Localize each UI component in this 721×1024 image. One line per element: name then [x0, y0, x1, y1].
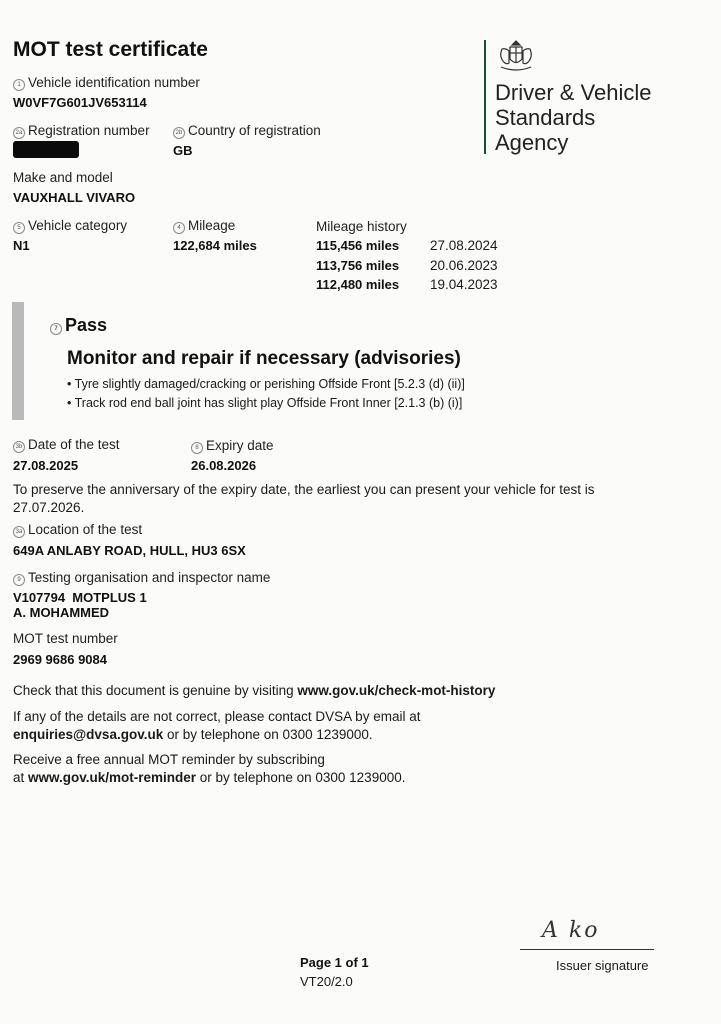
issuer-signature-scrawl: A ko: [542, 918, 600, 943]
contact-text-line2: enquiries@dvsa.gov.uk or by telephone on 0300 1239000.: [13, 727, 373, 742]
advisory-item: • Tyre slightly damaged/cracking or perishing Offside Front [5.2.3 (d) (ii)]: [67, 377, 465, 391]
mileage-label: 4 Mileage: [173, 218, 235, 234]
vin-value: W0VF7G601JV653114: [13, 95, 147, 110]
mileage-history-miles: 113,756 miles: [316, 258, 400, 273]
expiry-date-value: 26.08.2026: [191, 458, 257, 473]
mileage-value: 122,684 miles: [173, 238, 257, 253]
advisory-item: • Track rod end ball joint has slight play Offside Front Inner [2.1.3 (b) (i)]: [67, 396, 463, 410]
mileage-history-label: Mileage history: [316, 219, 407, 234]
test-date-label: 3b Date of the test: [13, 437, 120, 453]
field-number: 3a: [13, 526, 25, 538]
royal-coat-of-arms-icon: [495, 39, 537, 80]
mot-reminder-link[interactable]: www.gov.uk/mot-reminder: [28, 770, 197, 785]
vehicle-category-label: 5 Vehicle category: [13, 218, 127, 234]
mileage-history-miles: 115,456 miles: [316, 238, 400, 253]
field-number: 2a: [13, 127, 25, 139]
signature-line: [520, 949, 654, 950]
mileage-history-date: 27.08.2024: [430, 238, 498, 253]
location-value: 649A ANLABY ROAD, HULL, HU3 6SX: [13, 543, 246, 558]
vin-label: 1 Vehicle identification number: [13, 75, 200, 91]
country-label: 2b Country of registration: [173, 123, 321, 139]
registration-redacted: [13, 141, 79, 158]
agency-name-line3: Agency: [495, 130, 569, 155]
test-date-value: 27.08.2025: [13, 458, 79, 473]
agency-name-line1: Driver & Vehicle: [495, 80, 652, 105]
genuine-check-text: Check that this document is genuine by visiting www.gov.uk/check-mot-history: [13, 683, 496, 698]
contact-text: If any of the details are not correct, please contact DVSA by email at: [13, 709, 421, 724]
agency-logo-bar: [484, 40, 486, 154]
reminder-text: Receive a free annual MOT reminder by subscribing: [13, 752, 325, 767]
page-title: MOT test certificate: [13, 38, 208, 61]
check-mot-history-link[interactable]: www.gov.uk/check-mot-history: [297, 683, 496, 698]
registration-label: 2a Registration number: [13, 123, 150, 139]
anniversary-note-date: 27.07.2026.: [13, 500, 85, 515]
organisation-value: V107794 MOTPLUS 1: [13, 590, 147, 605]
anniversary-note: To preserve the anniversary of the expiry date, the earliest you can present your vehicle for test is: [13, 482, 595, 497]
advisory-heading: Monitor and repair if necessary (advisories): [67, 348, 461, 369]
organisation-label: 9 Testing organisation and inspector name: [13, 570, 270, 586]
reminder-text-line2: at www.gov.uk/mot-reminder or by telephone on 0300 1239000.: [13, 770, 406, 785]
country-value: GB: [173, 143, 193, 158]
field-number: 2b: [173, 127, 185, 139]
result-status: 7 Pass: [50, 315, 107, 336]
field-number: 4: [173, 222, 185, 234]
issuer-signature-label: Issuer signature: [556, 958, 649, 973]
mileage-history-miles: 112,480 miles: [316, 277, 400, 292]
vehicle-category-value: N1: [13, 238, 30, 253]
field-number: 5: [13, 222, 25, 234]
field-number: 8: [191, 442, 203, 454]
field-number: 9: [13, 574, 25, 586]
mileage-history-date: 19.04.2023: [430, 277, 498, 292]
field-number: 7: [50, 323, 62, 335]
inspector-name: A. MOHAMMED: [13, 605, 110, 620]
expiry-date-label: 8 Expiry date: [191, 438, 274, 454]
location-label: 3a Location of the test: [13, 522, 142, 538]
field-number: 3b: [13, 441, 25, 453]
make-model-value: VAUXHALL VIVARO: [13, 190, 136, 205]
dvsa-email-link[interactable]: enquiries@dvsa.gov.uk: [13, 727, 164, 742]
form-code: VT20/2.0: [300, 974, 353, 989]
page-number: Page 1 of 1: [300, 955, 369, 970]
agency-name-line2: Standards: [495, 105, 596, 130]
test-number-value: 2969 9686 9084: [13, 652, 107, 667]
field-number: 1: [13, 79, 25, 91]
test-number-label: MOT test number: [13, 631, 118, 646]
make-model-label: Make and model: [13, 170, 113, 185]
result-side-bar: [12, 302, 24, 420]
mileage-history-date: 20.06.2023: [430, 258, 498, 273]
